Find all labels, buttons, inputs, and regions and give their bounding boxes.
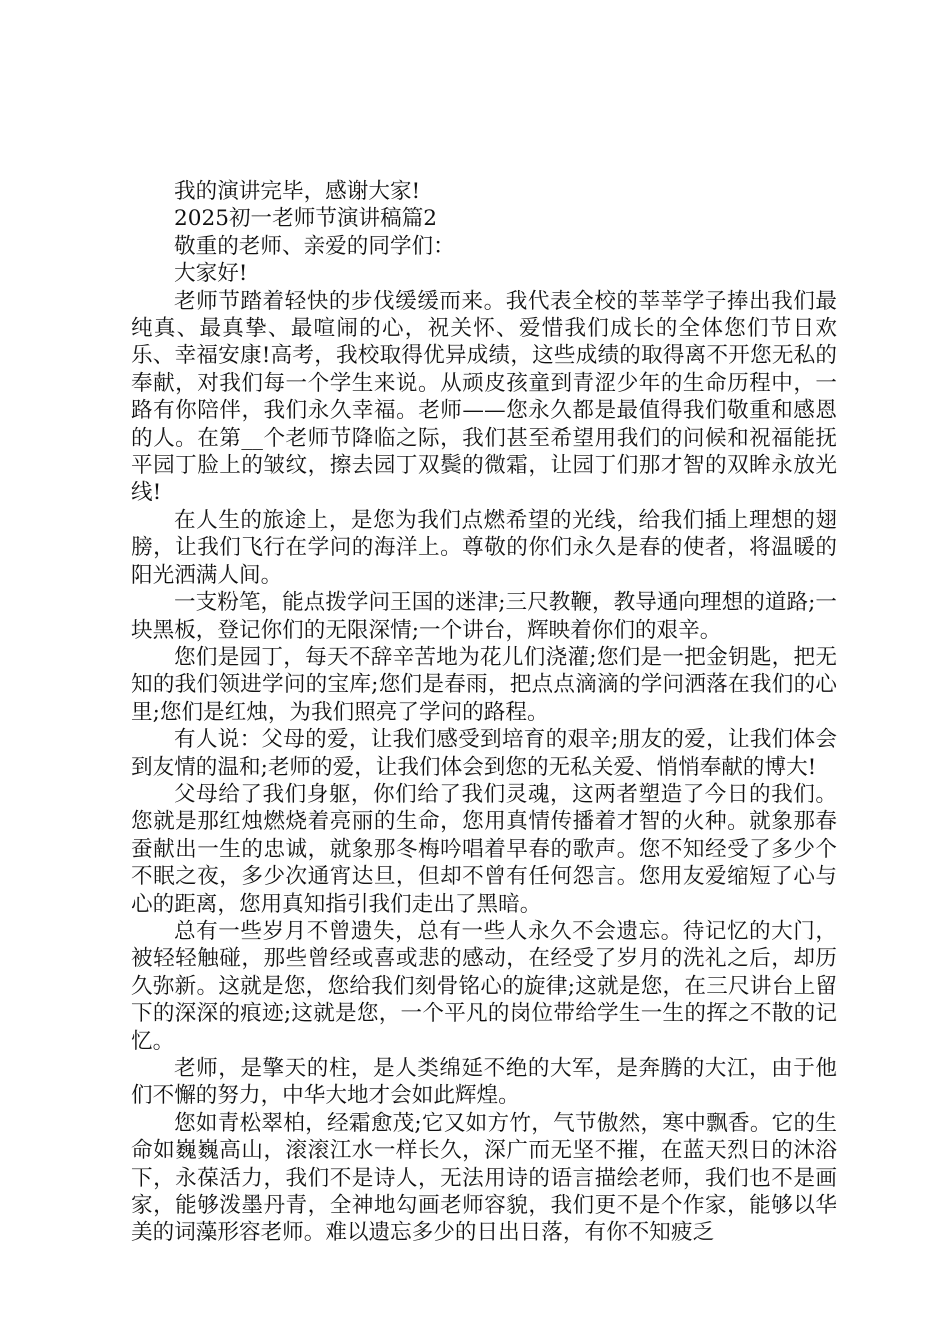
paragraph: 老师节踏着轻快的步伐缓缓而来。我代表全校的莘莘学子捧出我们最纯真、最真挚、最喧闹的心，祝关怀、爱惜我们成长的全体您们节日欢乐、幸福安康!高考，我校取得优异成绩，这些成绩的取得离不开您无私的奉献，对我们每一个学生来说。从顽皮孩童到青涩少年的生命历程中，一路有你陪伴，我们永久幸福。老师——您永久都是最值得我们敬重和感恩的人。在第__个老师节降临之际，我们甚至希望用我们的问候和祝福能抚平园丁脸上的皱纹，擦去园丁双鬓的微霜，让园丁们那才智的双眸永放光线! (131, 288, 837, 506)
paragraph: 您们是园丁，每天不辞辛苦地为花儿们浇灌;您们是一把金钥匙，把无知的我们领进学问的宝库;您们是春雨，把点点滴滴的学问洒落在我们的心里;您们是红烛，为我们照亮了学问的路程。 (131, 644, 837, 725)
paragraph: 总有一些岁月不曾遗失，总有一些人永久不会遗忘。待记忆的大门，被轻轻触碰，那些曾经或喜或悲的感动，在经受了岁月的洗礼之后，却历久弥新。这就是您，您给我们刻骨铭心的旋律;这就是您，在三尺讲台上留下的深深的痕迹;这就是您，一个平凡的岗位带给学生一生的挥之不散的记忆。 (131, 918, 837, 1054)
paragraph: 有人说：父母的爱，让我们感受到培育的艰辛;朋友的爱，让我们体会到友情的温和;老师的爱，让我们体会到您的无私关爱、悄悄奉献的博大! (131, 727, 837, 780)
paragraph: 老师，是擎天的柱，是人类绵延不绝的大军，是奔腾的大江，由于他们不懈的努力，中华大地才会如此辉煌。 (131, 1056, 837, 1109)
section-heading: 2025初一老师节演讲稿篇2 (174, 206, 438, 232)
salutation: 敬重的老师、亲爱的同学们： (174, 233, 455, 259)
paragraph: 父母给了我们身躯，你们给了我们灵魂，这两者塑造了今日的我们。您就是那红烛燃烧着亮丽的生命，您用真情传播着才智的火种。就象那春蚕献出一生的忠诚，就象那冬梅吟唱着早春的歌声。您不知经受了多少个不眠之夜，多少次通宵达旦，但却不曾有任何怨言。您用友爱缩短了心与心的距离，您用真知指引我们走出了黑暗。 (131, 781, 837, 917)
greeting: 大家好! (174, 261, 248, 287)
paragraph: 在人生的旅途上，是您为我们点燃希望的光线，给我们插上理想的翅膀，让我们飞行在学问的海洋上。尊敬的你们永久是春的使者，将温暖的阳光洒满人间。 (131, 507, 837, 588)
paragraph: 一支粉笔，能点拨学问王国的迷津;三尺教鞭，教导通向理想的道路;一块黑板，登记你们的无限深情;一个讲台，辉映着你们的艰辛。 (131, 590, 837, 643)
document-body (131, 178, 837, 1247)
paragraph: 您如青松翠柏，经霜愈茂;它又如方竹，气节傲然，寒中飘香。它的生命如巍巍高山，滚滚江水一样长久，深广而无坚不摧，在蓝天烈日的沐浴下，永葆活力，我们不是诗人，无法用诗的语言描绘老师，我们也不是画家，能够泼墨丹青，全神地勾画老师容貌，我们更不是个作家，能够以华美的词藻形容老师。难以遗忘多少的日出日落，有你不知疲乏 (131, 1110, 837, 1246)
closing-line: 我的演讲完毕，感谢大家! (174, 179, 421, 204)
